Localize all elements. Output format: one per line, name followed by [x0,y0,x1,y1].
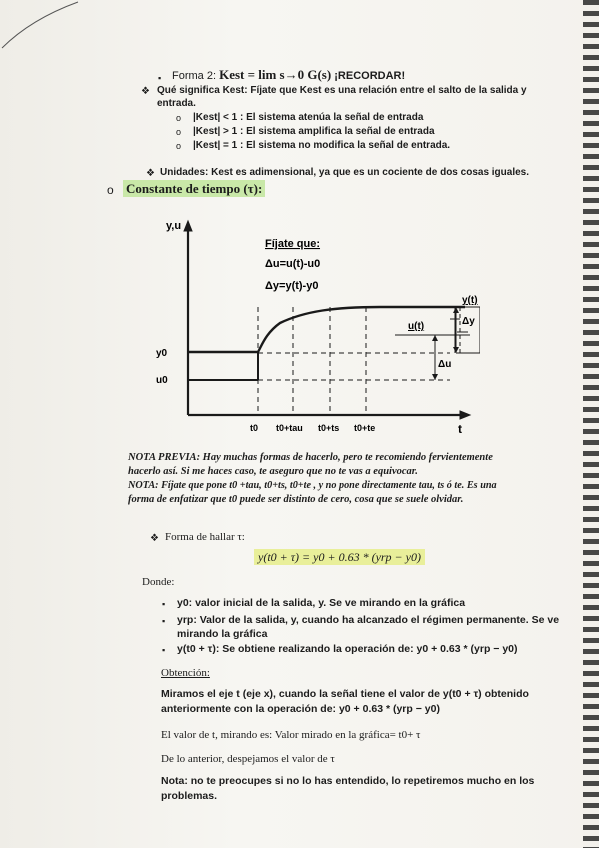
obtaining-p4-line1: Nota: no te preocupes si no lo has entendido, lo repetiremos mucho en los [161,775,535,787]
square-bullet-icon: ▪ [162,645,166,655]
square-bullet-icon: ▪ [162,599,166,609]
pen-stroke-decoration [0,0,80,60]
kest-meaning-line1: Qué significa Kest: Fíjate que Kest es una relación entre el salto de la salida y [157,85,527,96]
form2-prefix: Forma 2: [172,70,220,82]
find-tau-formula: y(t0 + τ) = y0 + 0.63 * (yrp − y0) [254,549,425,565]
kest-case-unchanged: |Kest| = 1 : El sistema no modifica la señal de entrada. [193,140,451,151]
circle-bullet-icon: o [176,113,182,123]
circle-bullet-icon: o [107,183,114,197]
graph-label-delta-y: Δy [462,316,475,327]
graph-label-y0: y0 [156,348,168,359]
graph-label-ut: u(t) [408,321,425,332]
prior-note-line4: forma de enfatizar que t0 puede ser distinto de cero, cosa que se suele olvidar. [128,494,464,505]
obtaining-p4-line2: problemas. [161,790,218,802]
where-item-y0: y0: valor inicial de la salida, y. Se ve mirando en la gráfica [177,597,466,609]
diamond-bullet-icon: ❖ [150,533,159,544]
kest-case-attenuate: |Kest| < 1 : El sistema atenúa la señal de entrada [193,112,424,123]
graph-note-title: Fíjate que: [265,238,321,250]
form2-suffix: ¡RECORDAR! [331,70,406,82]
obtaining-p1-line1: Miramos el eje t (eje x), cuando la señal tiene el valor de y(t0 + τ) obtenido [161,688,529,700]
where-item-yt0tau: y(t0 + τ): Se obtiene realizando la operación de: y0 + 0.63 * (yrp − y0) [177,643,518,655]
graph-tick-t0-ts: t0+ts [318,423,340,433]
diamond-bullet-icon: ❖ [141,86,150,97]
where-item-yrp: yrp: Valor de la salida, y, cuando ha alcanzado el régimen permanente. Se ve [177,614,560,626]
spiral-binding [583,0,599,848]
step-response-graph [150,215,480,445]
graph-label-u0: u0 [156,375,168,386]
graph-label-yt: y(t) [462,295,478,306]
diamond-bullet-icon: ❖ [146,168,155,179]
graph-ylabel: y,u [166,220,182,232]
where-item-yrp-cont: mirando la gráfica [177,628,268,640]
units-note: Unidades: Kest es adimensional, ya que es un cociente de dos cosas iguales. [160,167,530,178]
graph-tick-t0: t0 [250,423,259,433]
prior-note-line3: NOTA: Fíjate que pone t0 +tau, t0+ts, t0+te , y no pone directamente tau, ts ó te. Es una [128,480,497,491]
prior-note-line2: hacerlo así. Si me haces caso, te aseguro que no te vas a equivocar. [128,466,418,477]
obtaining-p1-line2: anteriormente con la operación de: y0 + 0.63 * (yrp − y0) [161,703,440,715]
kest-meaning-line2: entrada. [157,98,196,109]
graph-label-delta-u: Δu [438,359,452,370]
obtaining-p2: El valor de t, mirando es: Valor mirado en la gráfica= t0+ τ [161,729,421,741]
graph-tick-t0-te: t0+te [354,423,376,433]
obtaining-title: Obtención: [161,667,210,679]
circle-bullet-icon: o [176,141,182,151]
square-bullet-icon: ▪ [162,616,166,626]
find-tau-label: Forma de hallar τ: [165,531,245,543]
where-label: Donde: [142,576,175,588]
form2-formula: Kest = lim s→0 G(s) [219,67,332,82]
graph-note-dy: Δy=y(t)-y0 [265,280,319,292]
graph-tick-t0-tau: t0+tau [276,423,303,433]
time-constant-heading: Constante de tiempo (τ): [123,180,265,197]
graph-note-du: Δu=u(t)-u0 [265,258,321,270]
graph-xlabel: t [458,422,462,436]
circle-bullet-icon: o [176,127,182,137]
obtaining-p3: De lo anterior, despejamos el valor de τ [161,753,335,765]
square-bullet-icon: ▪ [158,73,162,83]
prior-note-line1: NOTA PREVIA: Hay muchas formas de hacerlo, pero te recomiendo fervientemente [128,452,493,463]
form2-line [172,67,405,84]
kest-case-amplify: |Kest| > 1 : El sistema amplifica la señal de entrada [193,126,435,137]
